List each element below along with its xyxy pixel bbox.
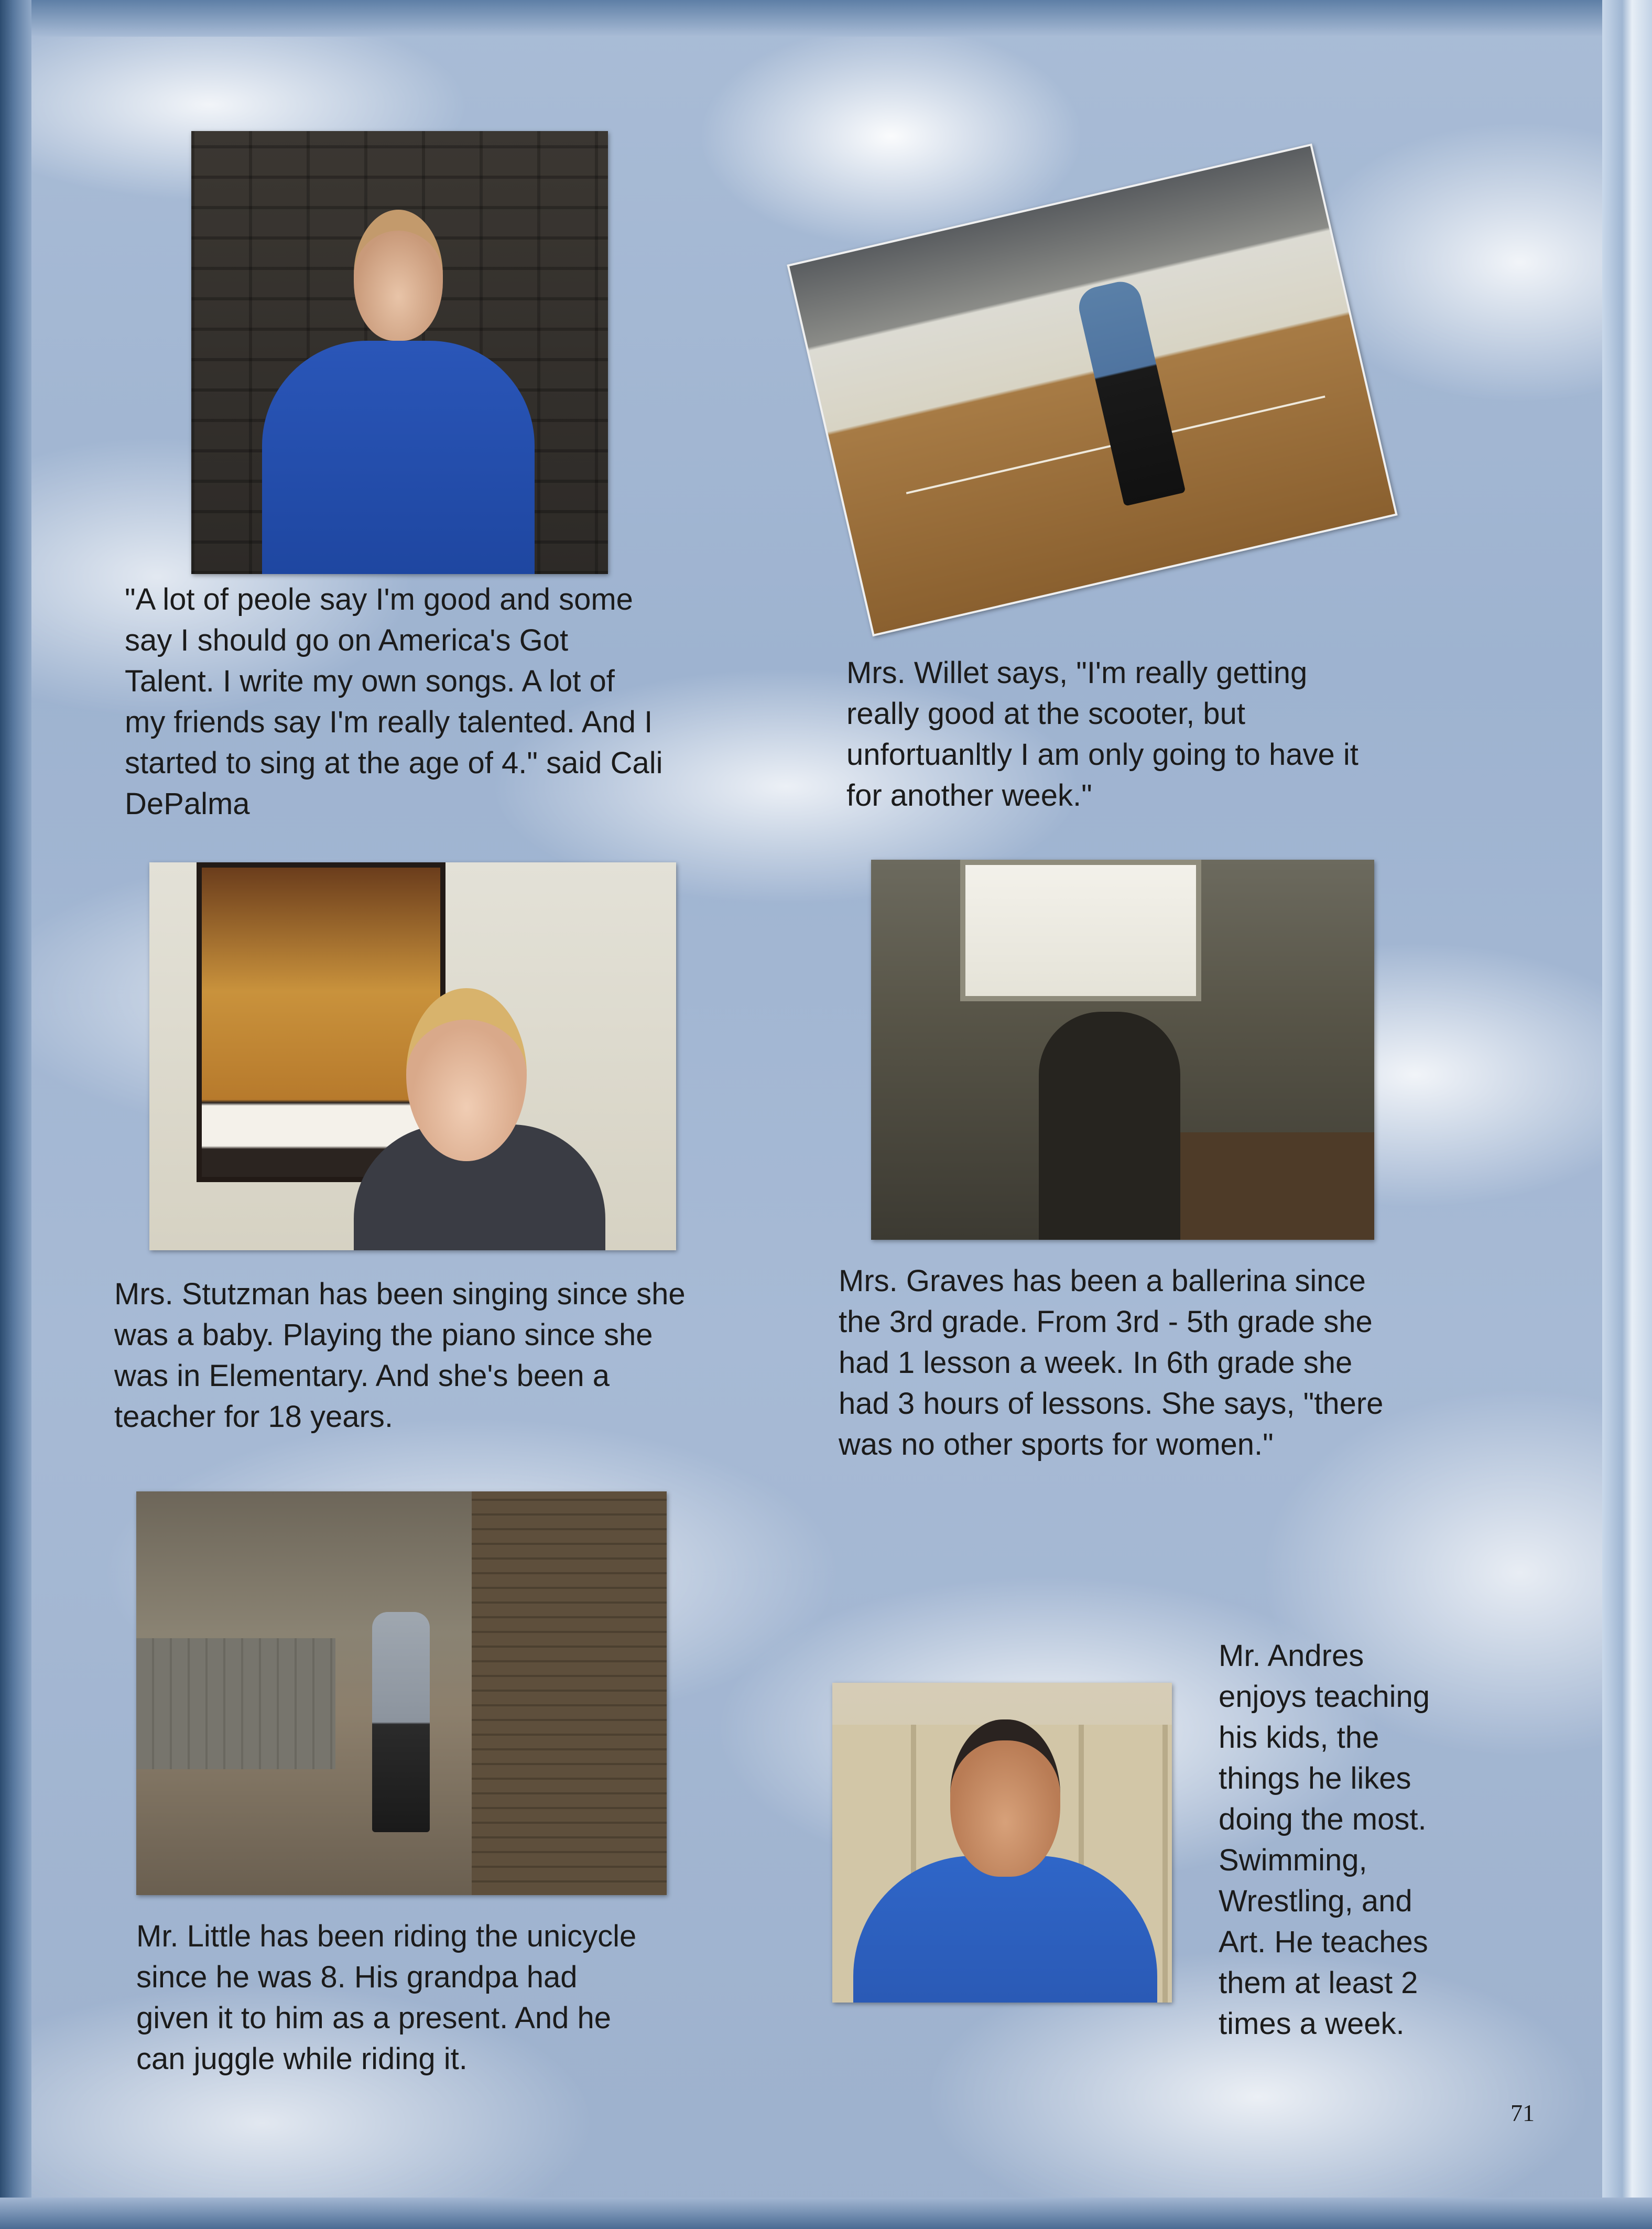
photo-subject-head bbox=[406, 988, 527, 1161]
photo-cali-depalma bbox=[191, 131, 608, 574]
caption-line: Mr. Andres bbox=[1219, 1639, 1364, 1673]
photo-mr-little-unicycle bbox=[136, 1491, 667, 1895]
hallway-brick-wall bbox=[472, 1491, 667, 1895]
photo-mrs-willet-gym bbox=[787, 144, 1397, 637]
caption-line: Art. He teaches bbox=[1219, 1925, 1428, 1959]
photo-subject-head bbox=[950, 1719, 1060, 1877]
caption-line: can juggle while riding it. bbox=[136, 2042, 468, 2076]
caption-line: the 3rd grade. From 3rd - 5th grade she bbox=[839, 1305, 1373, 1339]
page-right-edge bbox=[1602, 0, 1652, 2229]
photo-subject bbox=[372, 1612, 430, 1832]
caption-line: was no other sports for women." bbox=[839, 1427, 1274, 1462]
caption-line: doing the most. bbox=[1219, 1802, 1427, 1836]
caption-line: say I should go on America's Got bbox=[125, 623, 569, 657]
caption-mrs-graves bbox=[839, 1261, 1383, 1465]
photo-subject bbox=[1039, 1012, 1180, 1240]
caption-line: enjoys teaching bbox=[1219, 1680, 1430, 1714]
caption-line: unfortuanltly I am only going to have it bbox=[846, 738, 1358, 772]
caption-mr-little bbox=[136, 1916, 636, 2080]
office-window bbox=[960, 860, 1201, 1001]
photo-subject-body bbox=[262, 341, 535, 574]
caption-line: my friends say I'm really talented. And I bbox=[125, 705, 653, 739]
caption-line: Mr. Little has been riding the unicycle bbox=[136, 1919, 637, 1953]
caption-line: his kids, the bbox=[1219, 1721, 1379, 1755]
photo-subject-head bbox=[354, 210, 443, 341]
office-desk bbox=[1165, 1132, 1374, 1240]
caption-line: had 3 hours of lessons. She says, "there bbox=[839, 1387, 1384, 1421]
page-bottom-edge bbox=[0, 2198, 1652, 2229]
caption-line: Mrs. Stutzman has been singing since she bbox=[114, 1277, 686, 1311]
caption-line: had 1 lesson a week. In 6th grade she bbox=[839, 1346, 1353, 1380]
page-top-edge bbox=[0, 0, 1652, 37]
caption-line: Mrs. Graves has been a ballerina since bbox=[839, 1264, 1366, 1298]
caption-line: given it to him as a present. And he bbox=[136, 2001, 611, 2035]
caption-line: DePalma bbox=[125, 787, 250, 821]
caption-mr-andres bbox=[1219, 1636, 1430, 2044]
caption-mrs-willet bbox=[846, 653, 1358, 816]
caption-line: was a baby. Playing the piano since she bbox=[114, 1318, 653, 1352]
caption-line: them at least 2 bbox=[1219, 1966, 1418, 2000]
caption-line: times a week. bbox=[1219, 2007, 1405, 2041]
caption-line: was in Elementary. And she's been a bbox=[114, 1359, 610, 1393]
caption-line: things he likes bbox=[1219, 1761, 1411, 1795]
caption-mrs-stutzman bbox=[114, 1274, 686, 1437]
caption-line: Swimming, bbox=[1219, 1843, 1367, 1877]
caption-line: Talent. I write my own songs. A lot of bbox=[125, 664, 615, 698]
photo-subject bbox=[1075, 278, 1186, 506]
caption-line: "A lot of peole say I'm good and some bbox=[125, 582, 633, 616]
caption-line: started to sing at the age of 4." said Cali bbox=[125, 746, 663, 780]
book-spine bbox=[0, 0, 31, 2229]
photo-mrs-stutzman bbox=[149, 862, 676, 1250]
photo-mrs-graves bbox=[871, 860, 1374, 1240]
caption-line: for another week." bbox=[846, 778, 1092, 813]
caption-line: Mrs. Willet says, "I'm really getting bbox=[846, 656, 1308, 690]
hallway-lockers bbox=[136, 1638, 335, 1769]
photo-mr-andres bbox=[832, 1683, 1172, 2003]
caption-cali-depalma bbox=[125, 579, 663, 825]
page-number: 71 bbox=[1510, 2100, 1535, 2126]
caption-line: Wrestling, and bbox=[1219, 1884, 1412, 1918]
caption-line: teacher for 18 years. bbox=[114, 1400, 393, 1434]
caption-line: really good at the scooter, but bbox=[846, 697, 1245, 731]
caption-line: since he was 8. His grandpa had bbox=[136, 1960, 578, 1994]
